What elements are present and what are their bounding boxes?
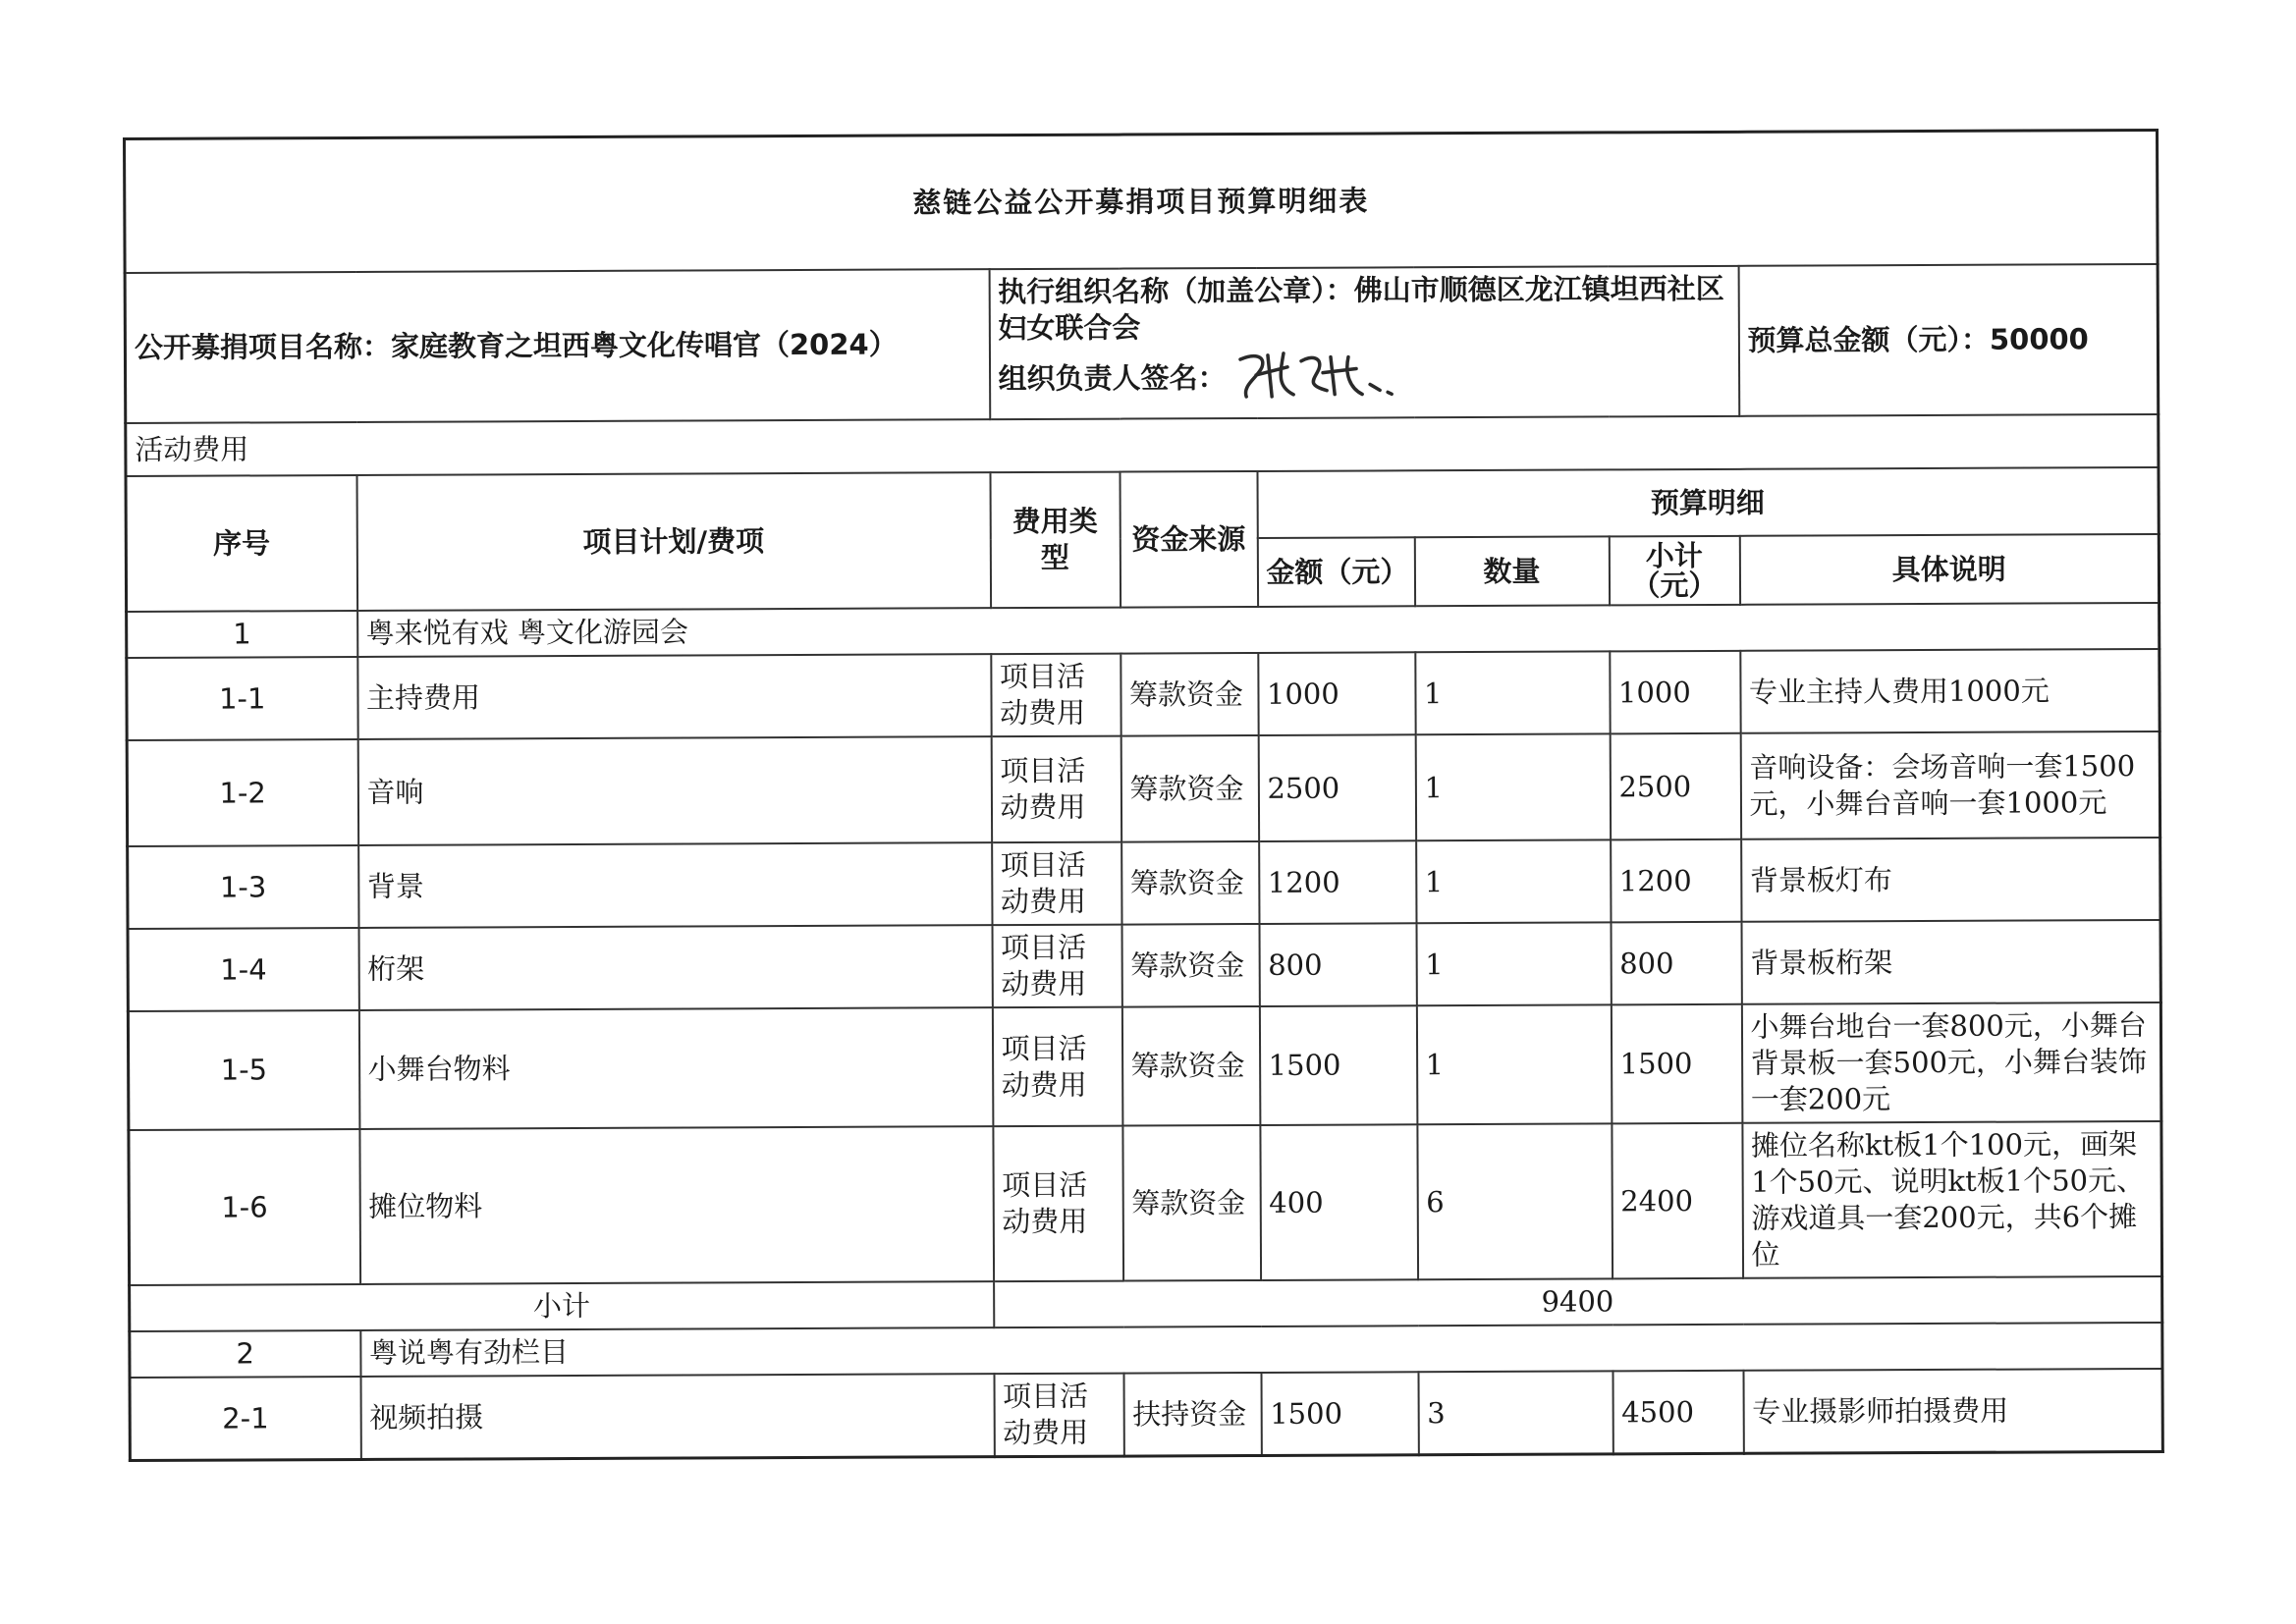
row-type: 项目活动费用 <box>992 925 1121 1008</box>
row-desc: 背景板灯布 <box>1741 838 2160 922</box>
row-type: 项目活动费用 <box>994 1374 1123 1457</box>
info-row <box>125 264 2159 423</box>
leader-signature-label: 组织负责人签名： <box>998 360 1227 396</box>
row-seq: 1-6 <box>129 1129 360 1285</box>
header-subtotal-line2: （元） <box>1631 568 1718 603</box>
row-amount: 800 <box>1259 923 1416 1006</box>
row-seq: 1-2 <box>127 739 357 846</box>
row-subtotal: 1000 <box>1610 651 1740 734</box>
row-desc: 背景板桁架 <box>1741 920 2160 1004</box>
header-explain: 具体说明 <box>1739 534 2159 605</box>
row-subtotal: 800 <box>1611 922 1741 1005</box>
org-name-value: 佛山市顺德区龙江镇坦西社区妇女联合会 <box>998 271 1724 346</box>
row-type: 项目活动费用 <box>993 1126 1123 1282</box>
org-name-label: 执行组织名称（加盖公章）： <box>998 273 1354 309</box>
budget-total-cell <box>1738 264 2159 416</box>
row-desc: 音响设备：会场音响一套1500元，小舞台音响一套1000元 <box>1740 731 2159 839</box>
row-seq: 1-4 <box>128 928 358 1011</box>
project-name-cell <box>125 269 990 423</box>
table-row <box>128 838 2160 929</box>
row-seq: 1-1 <box>127 657 357 740</box>
row-qty: 1 <box>1416 922 1611 1005</box>
handwritten-signature <box>1231 345 1398 413</box>
row-item: 小舞台物料 <box>358 1007 993 1129</box>
row-desc: 摊位名称kt板1个100元，画架1个50元、说明kt板1个50元、游戏道具一套200元，共6个摊位 <box>1742 1121 2162 1278</box>
project-name-label: 公开募捐项目名称： <box>134 329 392 364</box>
row-subtotal: 2500 <box>1610 733 1740 840</box>
row-item: 主持费用 <box>357 654 991 739</box>
row-qty: 1 <box>1416 1004 1612 1124</box>
row-qty: 6 <box>1417 1123 1613 1279</box>
row-source: 扶持资金 <box>1123 1373 1261 1456</box>
row-qty: 1 <box>1415 651 1610 734</box>
row-item: 视频拍摄 <box>360 1374 994 1459</box>
row-source: 筹款资金 <box>1121 653 1258 736</box>
group-name: 粤来悦有戏 粤文化游园会 <box>357 603 2159 657</box>
table-row <box>129 1121 2162 1285</box>
table-row <box>128 1002 2161 1130</box>
row-type: 项目活动费用 <box>992 1007 1122 1127</box>
budget-sheet <box>123 129 2161 1450</box>
table-row <box>127 649 2159 740</box>
row-subtotal: 2400 <box>1612 1123 1743 1279</box>
group-seq: 2 <box>130 1330 360 1378</box>
row-subtotal: 1200 <box>1611 839 1741 923</box>
row-seq: 1-5 <box>128 1010 359 1130</box>
row-seq: 1-3 <box>128 845 358 929</box>
row-amount: 1200 <box>1259 840 1416 924</box>
row-source: 筹款资金 <box>1121 735 1258 842</box>
row-qty: 1 <box>1416 839 1611 923</box>
section-label: 活动费用 <box>126 414 2159 476</box>
header-row-1 <box>126 467 2159 543</box>
row-amount: 1500 <box>1261 1372 1418 1455</box>
group-seq: 1 <box>127 611 357 658</box>
row-source: 筹款资金 <box>1121 924 1259 1007</box>
project-name-value: 家庭教育之坦西粤文化传唱官（2024） <box>390 327 898 363</box>
row-desc: 专业主持人费用1000元 <box>1740 649 2159 733</box>
header-source: 资金来源 <box>1120 471 1258 608</box>
row-qty: 3 <box>1418 1371 1613 1454</box>
row-source: 筹款资金 <box>1122 1125 1261 1281</box>
org-cell <box>989 266 1739 419</box>
row-desc: 专业摄影师拍摄费用 <box>1743 1369 2162 1453</box>
row-item: 摊位物料 <box>359 1126 994 1284</box>
row-item: 背景 <box>358 842 992 928</box>
row-subtotal: 1500 <box>1611 1004 1742 1124</box>
row-item: 桁架 <box>358 925 992 1010</box>
group-subtotal-value: 9400 <box>994 1276 2162 1327</box>
header-type: 费用类型 <box>990 472 1121 609</box>
row-qty: 1 <box>1415 733 1610 840</box>
title-row <box>125 130 2159 273</box>
budget-table <box>123 129 2164 1462</box>
header-item: 项目计划/费项 <box>356 472 991 611</box>
row-type: 项目活动费用 <box>991 654 1121 737</box>
row-amount: 400 <box>1260 1124 1418 1280</box>
page-title: 慈链公益公开募捐项目预算明细表 <box>125 130 2159 273</box>
row-desc: 小舞台地台一套800元，小舞台背景板一套500元，小舞台装饰一套200元 <box>1741 1002 2161 1123</box>
row-source: 筹款资金 <box>1121 1006 1260 1126</box>
header-amount: 金额（元） <box>1257 537 1414 607</box>
header-detail: 预算明细 <box>1257 467 2159 538</box>
header-seq: 序号 <box>126 475 357 612</box>
header-subtotal-line1: 小计 <box>1645 538 1703 573</box>
row-subtotal: 4500 <box>1613 1371 1743 1454</box>
budget-total-value: 50000 <box>1989 322 2089 356</box>
section-row <box>126 414 2159 476</box>
table-row <box>130 1369 2162 1461</box>
row-item: 音响 <box>357 736 991 845</box>
row-type: 项目活动费用 <box>992 842 1121 926</box>
table-row <box>127 731 2159 846</box>
row-source: 筹款资金 <box>1121 841 1259 925</box>
header-qty: 数量 <box>1414 536 1609 606</box>
row-amount: 2500 <box>1258 734 1415 841</box>
row-seq: 2-1 <box>130 1377 360 1461</box>
row-amount: 1000 <box>1258 652 1415 735</box>
row-type: 项目活动费用 <box>991 736 1121 843</box>
row-amount: 1500 <box>1259 1005 1417 1125</box>
budget-total-label: 预算总金额（元）： <box>1747 322 1991 357</box>
group-subtotal-label: 小计 <box>130 1281 994 1331</box>
table-row <box>128 920 2160 1011</box>
group-name: 粤说粤有劲栏目 <box>360 1323 2162 1377</box>
header-subtotal <box>1609 536 1739 606</box>
